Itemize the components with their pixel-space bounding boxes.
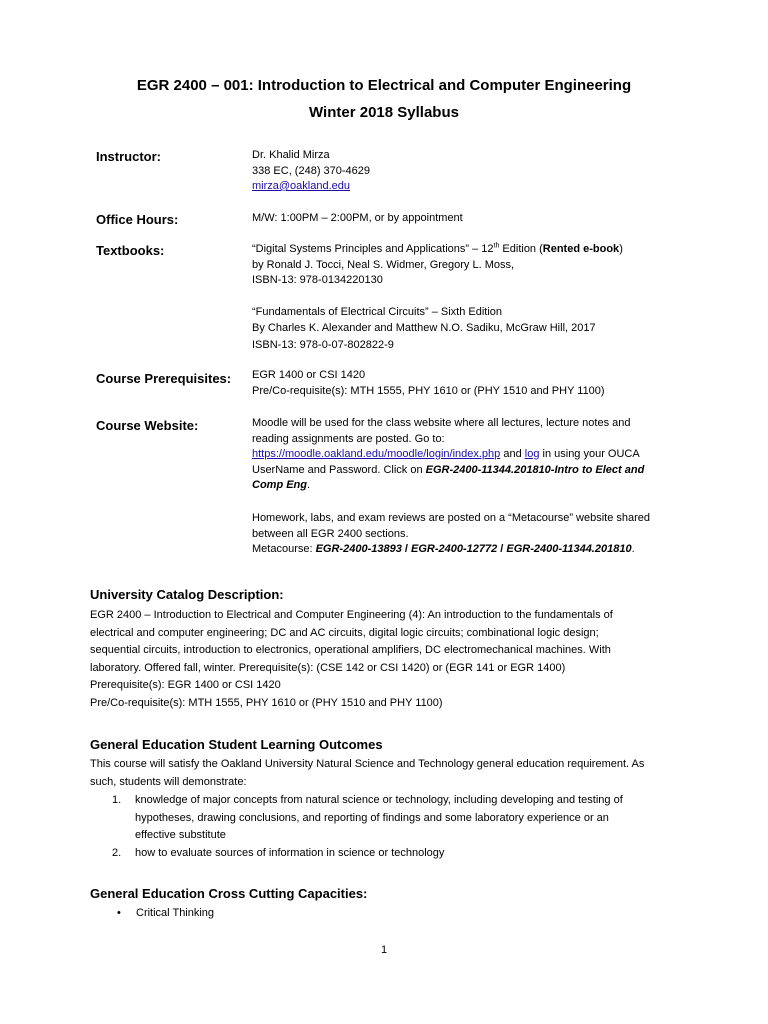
textbook-1-isbn: ISBN-13: 978-0134220130: [252, 274, 383, 286]
outcomes-heading: General Education Student Learning Outcomes: [90, 737, 383, 752]
bullet-icon: •: [117, 907, 121, 919]
capacities-heading: General Education Cross Cutting Capacities:: [90, 886, 368, 901]
syllabus-term: Winter 2018 Syllabus: [309, 104, 459, 121]
textbook-2: [252, 305, 682, 354]
page-number: 1: [380, 944, 388, 956]
course-title: EGR 2400 – 001: Introduction to Electrical and Computer Engineering: [136, 77, 632, 94]
outcomes-intro: This course will satisfy the Oakland University Natural Science and Technology general education requirement. As such, students will demonstrate:: [90, 758, 645, 788]
office-hours-value: M/W: 1:00PM – 2:00PM, or by appointment: [252, 212, 463, 224]
textbook-2-title: “Fundamentals of Electrical Circuits” – Sixth Edition: [252, 306, 503, 318]
moodle-login-link[interactable]: https://moodle.oakland.edu/moodle/login/index.php: [252, 448, 501, 460]
instructor-label: Instructor:: [96, 149, 161, 164]
textbook-1-authors: by Ronald J. Tocci, Neal S. Widmer, Gregory L. Moss,: [252, 258, 515, 271]
list-item: • Critical Thinking: [117, 907, 215, 919]
instructor-name: Dr. Khalid Mirza: [252, 149, 330, 161]
instructor-email-link[interactable]: mirza@oakland.edu: [252, 180, 350, 192]
capacities-list: [90, 907, 214, 919]
log-link[interactable]: log: [524, 448, 540, 460]
catalog-description: EGR 2400 – Introduction to Electrical and Computer Engineering (4): An introduction to the fundamentals of electrical and computer engineering; DC and AC circuits, digital logic circuits; combinational logic design; sequential circuits, introduction to electronics, operational amplifiers, DC electromechanical machines. With laboratory. Offered fall, winter. Prerequisite(s): (CSE 142 or CSI 1420) or (EGR 141 or EGR 1400) Prerequisite(s): EGR 1400 or CSI 1420 Pre/Co-requisite(s): MTH 1555, PHY 1610 or (PHY 1510 and PHY 1100): [90, 609, 613, 709]
textbook-1: [252, 242, 682, 289]
metacourse-12772: EGR-2400-12772: [411, 543, 498, 555]
course-website-info: Moodle will be used for the class website where all lectures, lecture notes and reading assignments are posted. Go to: https://moodle.oakland.edu/moodle/login/index.php and log in using your OUCA UserName and Password. Click on EGR-2400-11344.201810-Intro to Elect and Comp Eng.: [252, 417, 645, 491]
list-item: 1. knowledge of major concepts from natural science or technology, including developing and testing of hypotheses, drawing conclusions, and reporting of findings and some laboratory experience or an effective substitute: [112, 794, 623, 841]
moodle-course-name: EGR-2400-11344.201810-Intro to Elect and: [425, 463, 645, 476]
textbooks-label: Textbooks:: [96, 243, 165, 258]
metacourse-info: Homework, labs, and exam reviews are posted on a “Metacourse” website shared between all EGR 2400 sections. Metacourse: EGR-2400-13893 / EGR-2400-12772 / EGR-2400-11344.201810.: [252, 512, 651, 555]
instructor-office: 338 EC, (248) 370-4629: [252, 164, 371, 177]
textbook-2-authors: By Charles K. Alexander and Matthew N.O. Sadiku, McGraw Hill, 2017: [252, 321, 596, 334]
metacourse-13893: EGR-2400-13893: [315, 543, 402, 555]
prerequisites-label: Course Prerequisites:: [96, 371, 232, 386]
textbook-2-isbn: ISBN-13: 978-0-07-802822-9: [252, 339, 394, 351]
prerequisites-value: EGR 1400 or CSI 1420 Pre/Co-requisite(s): MTH 1555, PHY 1610 or (PHY 1510 and PHY 1100): [252, 369, 605, 397]
outcomes-list: [90, 792, 690, 862]
metacourse-11344: EGR-2400-11344.201810: [506, 543, 632, 555]
catalog-heading: University Catalog Description:: [90, 587, 284, 602]
course-website-label: Course Website:: [96, 418, 199, 433]
textbook-1-title: “Digital Systems Principles and Applications” – 12th Edition (Rented e-book): [252, 242, 623, 255]
list-item: 2. how to evaluate sources of information in science or technology: [112, 846, 445, 859]
instructor-info: [252, 148, 682, 195]
office-hours-label: Office Hours:: [96, 212, 179, 227]
